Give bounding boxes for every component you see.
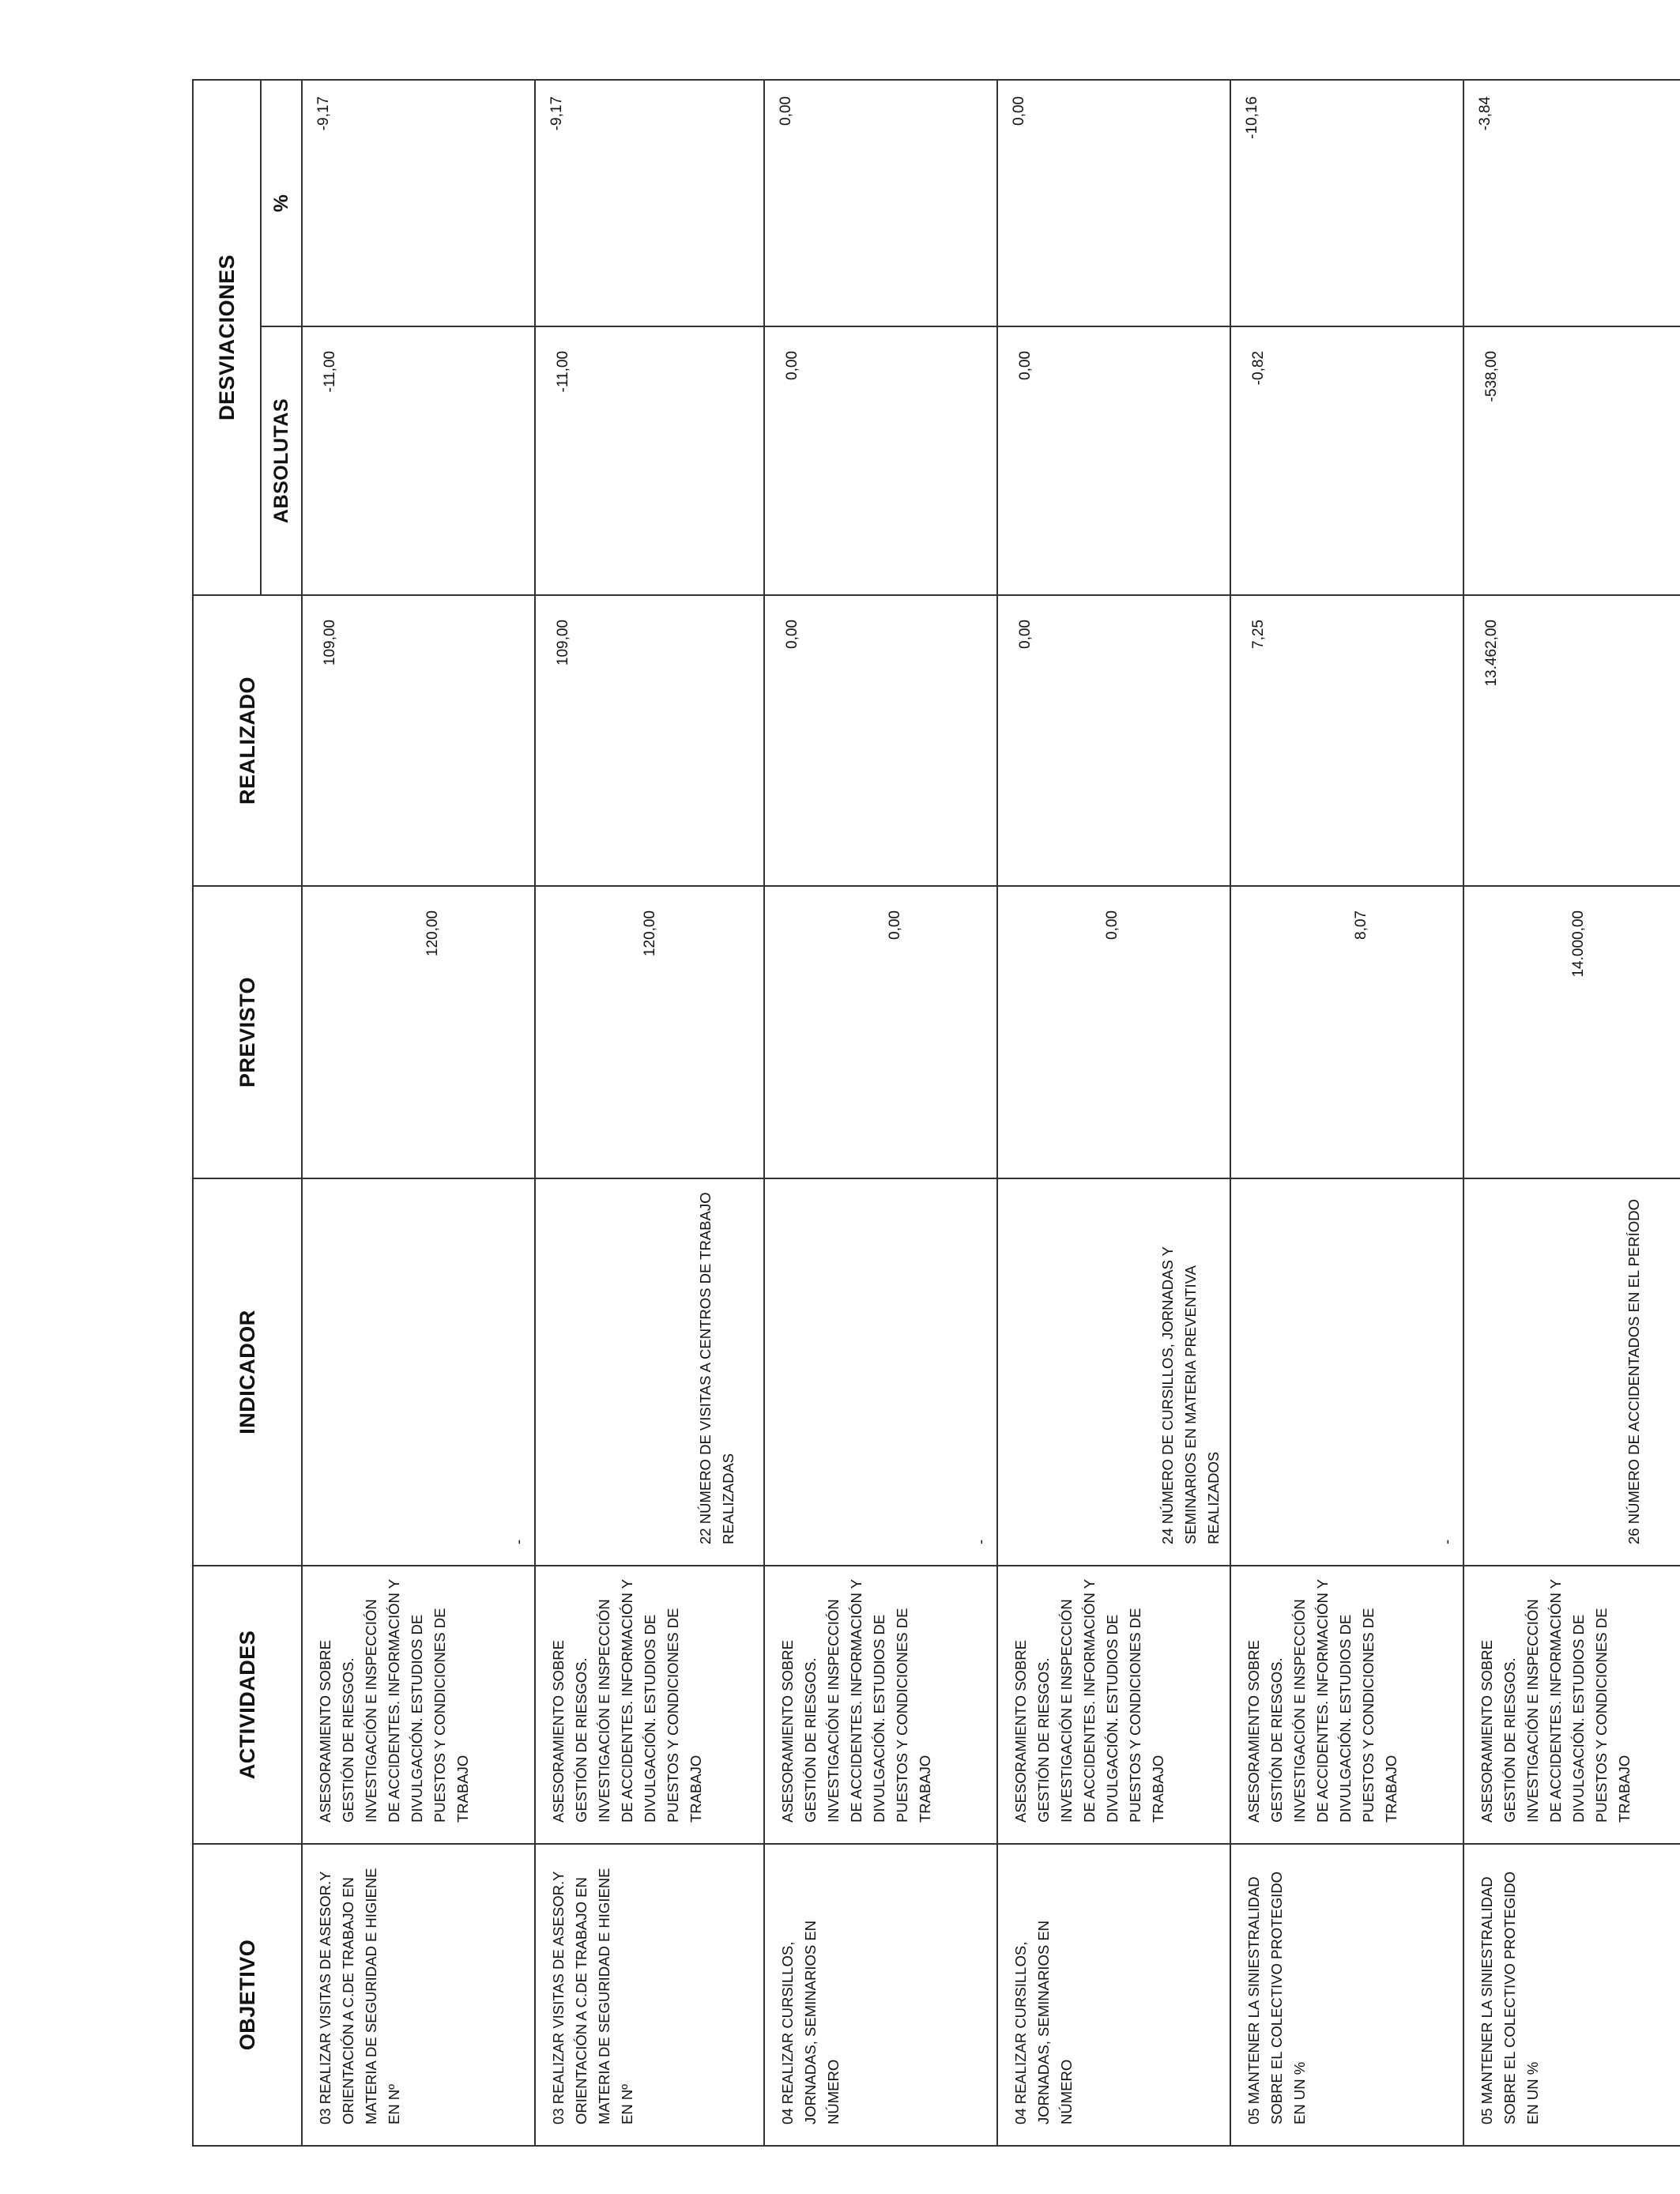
cell-porcentaje: -9,17 (302, 80, 535, 326)
cell-actividades: ASESORAMIENTO SOBRE GESTIÓN DE RIESGOS. INVESTIGACIÓN E INSPECCIÓN DE ACCIDENTES. INFORMACIÓN Y DIVULGACIÓN. ESTUDIOS DE PUESTOS Y CONDICIONES DE TRABAJO (302, 1566, 535, 1844)
cell-objetivo: 04 REALIZAR CURSILLOS, JORNADAS, SEMINARIOS EN NÚMERO (764, 1844, 997, 2146)
cell-actividades: ASESORAMIENTO SOBRE GESTIÓN DE RIESGOS. INVESTIGACIÓN E INSPECCIÓN DE ACCIDENTES. INFORMACIÓN Y DIVULGACIÓN. ESTUDIOS DE PUESTOS Y CONDICIONES DE TRABAJO (1230, 1566, 1463, 1844)
cell-porcentaje: -3,84 (1463, 80, 1680, 326)
cell-absolutas: -538,00 (1463, 326, 1680, 595)
results-table (192, 79, 1680, 2147)
cell-absolutas: -11,00 (302, 326, 535, 595)
cell-realizado: 109,00 (302, 595, 535, 886)
cell-objetivo: 03 REALIZAR VISITAS DE ASESOR.Y ORIENTACIÓN A C.DE TRABAJO EN MATERIA DE SEGURIDAD E HIGIENE EN Nº (535, 1844, 764, 2146)
cell-previsto: 120,00 (535, 886, 764, 1178)
header-actividades: ACTIVIDADES (193, 1566, 302, 1844)
cell-objetivo: 04 REALIZAR CURSILLOS, JORNADAS, SEMINARIOS EN NÚMERO (997, 1844, 1230, 2146)
cell-indicador: 24 NÚMERO DE CURSILLOS, JORNADAS Y SEMINARIOS EN MATERIA PREVENTIVA REALIZADOS (997, 1178, 1230, 1566)
table-row (997, 80, 1230, 2146)
cell-previsto: 8,07 (1230, 886, 1463, 1178)
cell-porcentaje: -9,17 (535, 80, 764, 326)
cell-actividades: ASESORAMIENTO SOBRE GESTIÓN DE RIESGOS. INVESTIGACIÓN E INSPECCIÓN DE ACCIDENTES. INFORMACIÓN Y DIVULGACIÓN. ESTUDIOS DE PUESTOS Y CONDICIONES DE TRABAJO (764, 1566, 997, 1844)
header-indicador: INDICADOR (193, 1178, 302, 1566)
cell-porcentaje: 0,00 (997, 80, 1230, 326)
cell-objetivo: 05 MANTENER LA SINIESTRALIDAD SOBRE EL COLECTIVO PROTEGIDO EN UN % (1230, 1844, 1463, 2146)
cell-realizado: 0,00 (764, 595, 997, 886)
cell-absolutas: -11,00 (535, 326, 764, 595)
cell-porcentaje: -10,16 (1230, 80, 1463, 326)
cell-objetivo: 03 REALIZAR VISITAS DE ASESOR.Y ORIENTACIÓN A C.DE TRABAJO EN MATERIA DE SEGURIDAD E HIGIENE EN Nº (302, 1844, 535, 2146)
cell-indicador: 26 NÚMERO DE ACCIDENTADOS EN EL PERÍODO (1463, 1178, 1680, 1566)
table-row (302, 80, 535, 2146)
header-desviaciones: DESVIACIONES (193, 80, 261, 595)
cell-indicador: - (1230, 1178, 1463, 1566)
cell-actividades: ASESORAMIENTO SOBRE GESTIÓN DE RIESGOS. INVESTIGACIÓN E INSPECCIÓN DE ACCIDENTES. INFORMACIÓN Y DIVULGACIÓN. ESTUDIOS DE PUESTOS Y CONDICIONES DE TRABAJO (535, 1566, 764, 1844)
table-row (1230, 80, 1463, 2146)
header-realizado: REALIZADO (193, 595, 302, 886)
cell-previsto: 14.000,00 (1463, 886, 1680, 1178)
cell-previsto: 0,00 (764, 886, 997, 1178)
table-row (764, 80, 997, 2146)
header-porcentaje: % (261, 80, 302, 326)
cell-indicador: - (764, 1178, 997, 1566)
cell-realizado: 0,00 (997, 595, 1230, 886)
header-absolutas: ABSOLUTAS (261, 326, 302, 595)
cell-realizado: 109,00 (535, 595, 764, 886)
header-previsto: PREVISTO (193, 886, 302, 1178)
cell-absolutas: -0,82 (1230, 326, 1463, 595)
table-row (535, 80, 764, 2146)
cell-absolutas: 0,00 (764, 326, 997, 595)
header-objetivo: OBJETIVO (193, 1844, 302, 2146)
cell-previsto: 120,00 (302, 886, 535, 1178)
cell-realizado: 13.462,00 (1463, 595, 1680, 886)
cell-actividades: ASESORAMIENTO SOBRE GESTIÓN DE RIESGOS. INVESTIGACIÓN E INSPECCIÓN DE ACCIDENTES. INFORMACIÓN Y DIVULGACIÓN. ESTUDIOS DE PUESTOS Y CONDICIONES DE TRABAJO (1463, 1566, 1680, 1844)
cell-porcentaje: 0,00 (764, 80, 997, 326)
cell-realizado: 7,25 (1230, 595, 1463, 886)
cell-absolutas: 0,00 (997, 326, 1230, 595)
cell-objetivo: 05 MANTENER LA SINIESTRALIDAD SOBRE EL COLECTIVO PROTEGIDO EN UN % (1463, 1844, 1680, 2146)
cell-actividades: ASESORAMIENTO SOBRE GESTIÓN DE RIESGOS. INVESTIGACIÓN E INSPECCIÓN DE ACCIDENTES. INFORMACIÓN Y DIVULGACIÓN. ESTUDIOS DE PUESTOS Y CONDICIONES DE TRABAJO (997, 1566, 1230, 1844)
cell-indicador: - (302, 1178, 535, 1566)
cell-previsto: 0,00 (997, 886, 1230, 1178)
cell-indicador: 22 NÚMERO DE VISITAS A CENTROS DE TRABAJO REALIZADAS (535, 1178, 764, 1566)
table-row (1463, 80, 1680, 2146)
